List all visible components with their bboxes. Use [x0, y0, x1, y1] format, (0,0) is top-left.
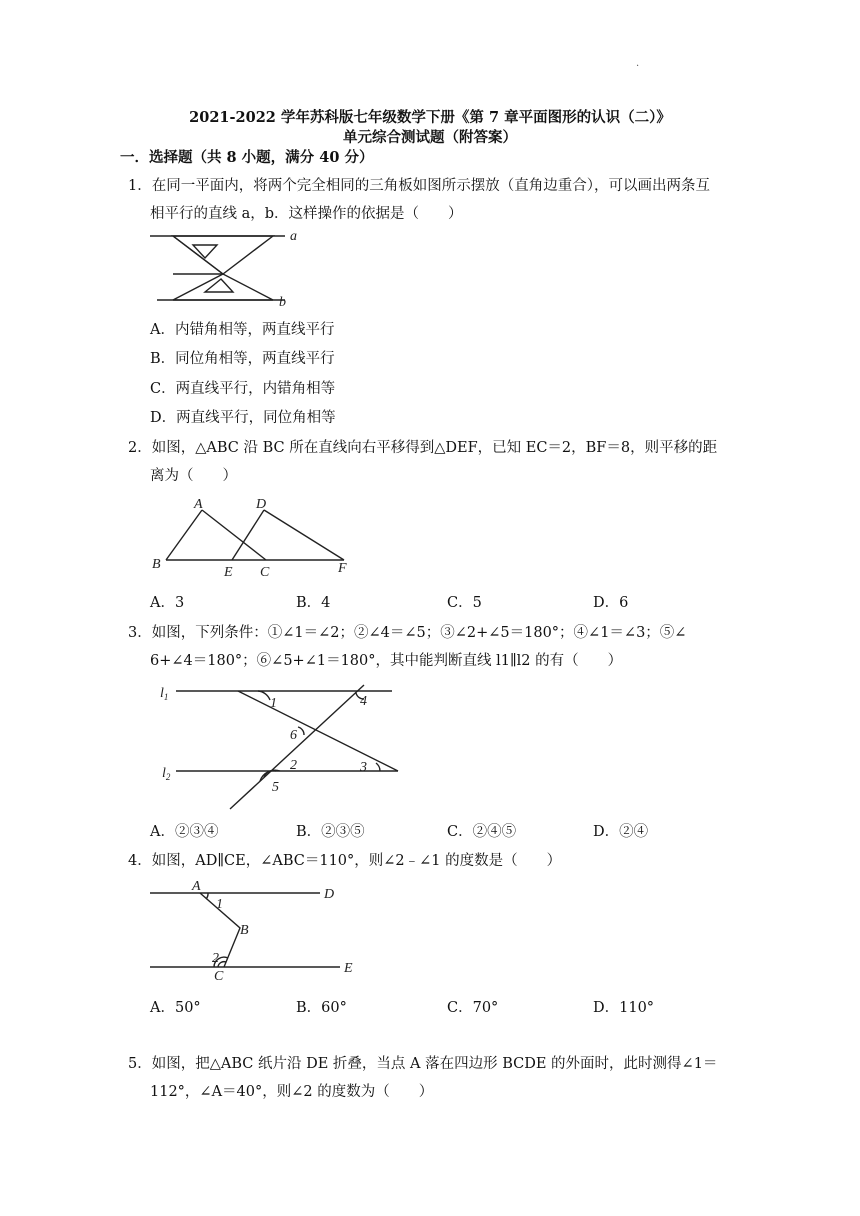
figure-label-b: b — [279, 295, 286, 310]
question-2-option-b[interactable]: B．4 — [296, 595, 331, 611]
figure-label-E: E — [224, 565, 233, 580]
figure-label-3: 3 — [360, 760, 367, 775]
question-3-text-line1: 3．如图，下列条件：①∠1＝∠2；②∠4＝∠5；③∠2+∠5＝180°；④∠1＝∠3；⑤∠ — [128, 625, 687, 641]
question-2-option-d[interactable]: D．6 — [593, 595, 629, 611]
figure-label-D: D — [324, 887, 335, 902]
question-3-figure — [158, 683, 408, 811]
figure-label-6: 6 — [290, 728, 297, 743]
document-title-line1: 2021-2022 学年苏科版七年级数学下册《第 7 章平面图形的认识（二）》 — [189, 109, 671, 126]
figure-label-C: C — [214, 969, 224, 984]
question-1-figure — [145, 228, 305, 308]
figure-label-l2: $l_2$ — [162, 766, 171, 782]
question-2-option-c[interactable]: C．5 — [447, 595, 482, 611]
figure-label-F: F — [338, 561, 347, 576]
figure-label-B: B — [240, 923, 249, 938]
figure-label-B: B — [152, 557, 161, 572]
question-1-option-a[interactable]: A．内错角相等，两直线平行 — [150, 322, 335, 338]
question-2-figure — [148, 496, 358, 581]
figure-label-A: A — [192, 879, 201, 894]
figure-label-2: 2 — [212, 951, 219, 966]
question-1-option-d[interactable]: D．两直线平行，同位角相等 — [150, 410, 336, 426]
header-mark: . — [636, 58, 640, 69]
question-1-option-c[interactable]: C．两直线平行，内错角相等 — [150, 381, 336, 397]
question-3-text-line2: 6+∠4＝180°；⑥∠5+∠1＝180°，其中能判断直线 l1∥l2 的有（ ） — [150, 653, 623, 669]
question-5-text-line1: 5．如图，把△ABC 纸片沿 DE 折叠，当点 A 落在四边形 BCDE 的外面时，此时测得∠1＝ — [128, 1056, 718, 1072]
question-4-option-d[interactable]: D．110° — [593, 1000, 655, 1016]
question-3-option-c[interactable]: C．②④⑤ — [447, 824, 517, 840]
section-heading: 一．选择题（共 8 小题，满分 40 分） — [120, 149, 374, 166]
question-1-text-line2: 相平行的直线 a，b．这样操作的依据是（ ） — [150, 206, 463, 222]
figure-label-4: 4 — [360, 694, 367, 709]
question-3-option-b[interactable]: B．②③⑤ — [296, 824, 365, 840]
question-4-option-a[interactable]: A．50° — [150, 1000, 201, 1016]
question-4-option-c[interactable]: C．70° — [447, 1000, 499, 1016]
question-4-option-b[interactable]: B．60° — [296, 1000, 347, 1016]
question-2-text-line1: 2．如图，△ABC 沿 BC 所在直线向右平移得到△DEF，已知 EC＝2，BF＝8，则平移的距 — [128, 440, 718, 456]
figure-label-D: D — [256, 497, 267, 512]
question-1-option-b[interactable]: B．同位角相等，两直线平行 — [150, 351, 335, 367]
question-3-option-a[interactable]: A．②③④ — [150, 824, 219, 840]
question-3-option-d[interactable]: D．②④ — [593, 824, 649, 840]
question-4-text-line1: 4．如图，AD∥CE，∠ABC＝110°，则∠2﹣∠1 的度数是（ ） — [128, 853, 562, 869]
question-1-text-line1: 1．在同一平面内，将两个完全相同的三角板如图所示摆放（直角边重合），可以画出两条互 — [128, 178, 710, 194]
figure-label-C: C — [260, 565, 270, 580]
figure-label-A: A — [194, 497, 203, 512]
figure-label-2: 2 — [290, 758, 297, 773]
figure-label-5: 5 — [272, 780, 279, 795]
figure-label-l1: $l_1$ — [160, 686, 169, 702]
figure-label-1: 1 — [270, 696, 277, 711]
question-2-option-a[interactable]: A．3 — [150, 595, 185, 611]
figure-label-1: 1 — [216, 897, 223, 912]
question-5-text-line2: 112°，∠A＝40°，则∠2 的度数为（ ） — [150, 1084, 434, 1100]
document-title-line2: 单元综合测试题（附答案） — [343, 129, 517, 146]
figure-label-a: a — [290, 229, 297, 244]
figure-label-E: E — [344, 961, 353, 976]
question-2-text-line2: 离为（ ） — [150, 468, 237, 484]
question-4-figure — [148, 878, 368, 983]
